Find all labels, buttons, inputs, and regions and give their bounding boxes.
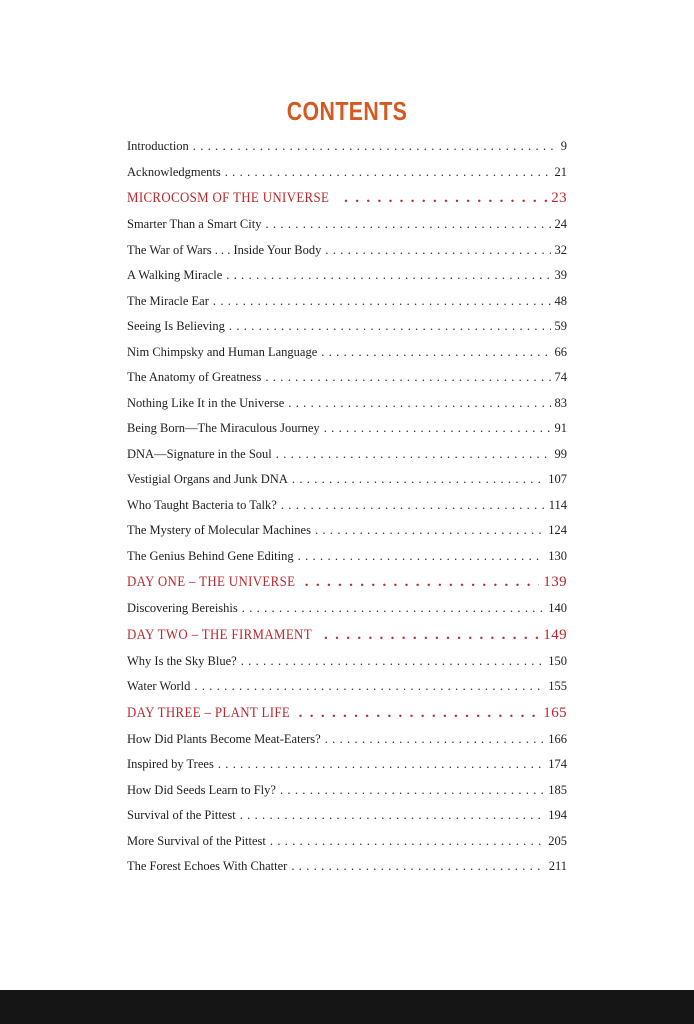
- dot-leader: [281, 493, 545, 519]
- toc-entry-title: DNA—Signature in the Soul: [127, 446, 272, 461]
- dot-leader: [276, 442, 551, 468]
- toc-page-number: 139: [543, 574, 567, 590]
- toc-entry-title: The Mystery of Molecular Machines: [127, 523, 311, 537]
- toc-page-number: 91: [554, 421, 567, 435]
- toc-page-number: 23: [551, 190, 567, 206]
- toc-page-number: 83: [554, 395, 567, 410]
- toc-entry: [127, 263, 567, 289]
- toc-entry: [127, 518, 567, 544]
- toc-page-number: 114: [548, 497, 567, 512]
- toc-entry: [127, 596, 567, 622]
- toc-entry-title: Who Taught Bacteria to Talk?: [127, 497, 277, 512]
- toc-page-number: 74: [554, 370, 567, 384]
- toc-page-number: 21: [554, 164, 567, 179]
- toc-page-number: 166: [548, 731, 567, 746]
- toc-page-number: 205: [548, 833, 567, 848]
- toc-page-number: 107: [548, 472, 567, 486]
- toc-entry-title: Acknowledgments: [127, 164, 221, 179]
- toc-entry: [127, 314, 567, 340]
- toc-entry-title: Being Born—The Miraculous Journey: [127, 421, 320, 435]
- toc-page-number: 165: [543, 704, 567, 721]
- toc-page-number: 211: [548, 859, 567, 873]
- dot-leader: [213, 289, 551, 315]
- toc-entry-title: The Anatomy of Greatness: [127, 370, 262, 384]
- page-title: CONTENTS: [286, 96, 408, 126]
- toc-page-number: 130: [548, 548, 567, 563]
- dot-leader: [321, 340, 550, 366]
- toc-entry: [127, 727, 567, 753]
- toc-entry: [127, 212, 567, 238]
- toc-entry-title: A Walking Miracle: [127, 268, 223, 282]
- toc-entry-title: Vestigial Organs and Junk DNA: [127, 472, 288, 486]
- toc-entry-title: Why Is the Sky Blue?: [127, 653, 237, 668]
- toc-page-number: 185: [548, 782, 567, 797]
- toc-page-number: 32: [554, 242, 567, 257]
- toc-entry-title: Smarter Than a Smart City: [127, 217, 262, 231]
- toc-entry-title: The Forest Echoes With Chatter: [127, 859, 288, 873]
- toc-entry-title: Introduction: [127, 139, 189, 153]
- toc-page-number: 194: [548, 808, 567, 822]
- toc-entry: [127, 829, 567, 855]
- toc-page-number: 24: [554, 217, 567, 231]
- toc-entry-title: DAY ONE – THE UNIVERSE: [127, 574, 296, 590]
- dot-leader: [298, 544, 545, 570]
- dot-leader: [265, 212, 550, 238]
- toc-section-heading: [127, 622, 567, 649]
- toc-section-heading: [127, 185, 567, 212]
- toc-entry: [127, 238, 567, 264]
- toc-page-number: 155: [548, 679, 567, 693]
- toc-entry-title: How Did Seeds Learn to Fly?: [127, 782, 276, 797]
- toc-entry: [127, 289, 567, 315]
- dot-leader: [229, 314, 551, 340]
- toc-page-number: 99: [554, 446, 567, 461]
- toc-entry-title: The War of Wars . . . Inside Your Body: [127, 242, 322, 257]
- toc-entry-title: DAY TWO – THE FIRMAMENT: [127, 626, 312, 643]
- toc-entry: [127, 467, 567, 493]
- toc-page-number: 150: [548, 653, 567, 668]
- dot-leader: [305, 569, 540, 596]
- toc-entry-title: Water World: [127, 679, 191, 693]
- toc-entry: [127, 416, 567, 442]
- table-of-contents: [127, 134, 567, 880]
- dot-leader: [193, 134, 557, 160]
- dot-leader: [325, 238, 550, 264]
- toc-entry-title: Survival of the Pittest: [127, 808, 236, 822]
- dot-leader: [270, 829, 544, 855]
- toc-entry-title: MICROCOSM OF THE UNIVERSE: [127, 190, 330, 206]
- toc-page-number: 149: [543, 626, 567, 643]
- bottom-dark-strip: [0, 990, 694, 1024]
- toc-entry: [127, 803, 567, 829]
- toc-entry: [127, 134, 567, 160]
- toc-entry-title: Discovering Bereishis: [127, 601, 238, 615]
- toc-entry: [127, 340, 567, 366]
- toc-entry: [127, 365, 567, 391]
- toc-page-number: 124: [548, 523, 567, 537]
- toc-entry-title: Seeing Is Believing: [127, 319, 225, 333]
- toc-entry: [127, 493, 567, 519]
- dot-leader: [344, 185, 547, 212]
- toc-entry: [127, 778, 567, 804]
- dot-leader: [324, 622, 539, 649]
- dot-leader: [280, 778, 544, 804]
- toc-page-number: 39: [554, 268, 567, 282]
- toc-page-number: 9: [560, 139, 567, 153]
- toc-page-number: 66: [554, 344, 567, 359]
- dot-leader: [315, 518, 544, 544]
- toc-page-number: 48: [554, 293, 567, 308]
- dot-leader: [194, 674, 544, 700]
- toc-entry: [127, 544, 567, 570]
- dot-leader: [226, 263, 550, 289]
- toc-entry: [127, 752, 567, 778]
- dot-leader: [291, 854, 544, 880]
- toc-entry-title: The Genius Behind Gene Editing: [127, 548, 294, 563]
- dot-leader: [225, 160, 551, 186]
- dot-leader: [242, 596, 545, 622]
- dot-leader: [240, 803, 545, 829]
- toc-entry: [127, 674, 567, 700]
- toc-page-number: 174: [548, 757, 567, 771]
- toc-page-number: 59: [554, 319, 567, 333]
- toc-entry-title: Inspired by Trees: [127, 757, 214, 771]
- toc-entry: [127, 854, 567, 880]
- dot-leader: [265, 365, 550, 391]
- toc-entry-title: More Survival of the Pittest: [127, 833, 266, 848]
- toc-entry-title: Nim Chimpsky and Human Language: [127, 344, 318, 359]
- toc-entry: [127, 442, 567, 468]
- toc-entry-title: The Miracle Ear: [127, 293, 209, 308]
- toc-section-heading: [127, 700, 567, 727]
- toc-section-heading: [127, 569, 567, 596]
- toc-page-number: 140: [548, 601, 567, 615]
- toc-entry-title: DAY THREE – PLANT LIFE: [127, 704, 291, 721]
- dot-leader: [325, 727, 545, 753]
- dot-leader: [299, 700, 540, 727]
- toc-entry: [127, 649, 567, 675]
- dot-leader: [218, 752, 544, 778]
- dot-leader: [241, 649, 545, 675]
- toc-entry: [127, 160, 567, 186]
- toc-entry-title: How Did Plants Become Meat-Eaters?: [127, 731, 321, 746]
- toc-entry-title: Nothing Like It in the Universe: [127, 395, 285, 410]
- dot-leader: [292, 467, 544, 493]
- toc-entry: [127, 391, 567, 417]
- dot-leader: [324, 416, 551, 442]
- dot-leader: [288, 391, 550, 417]
